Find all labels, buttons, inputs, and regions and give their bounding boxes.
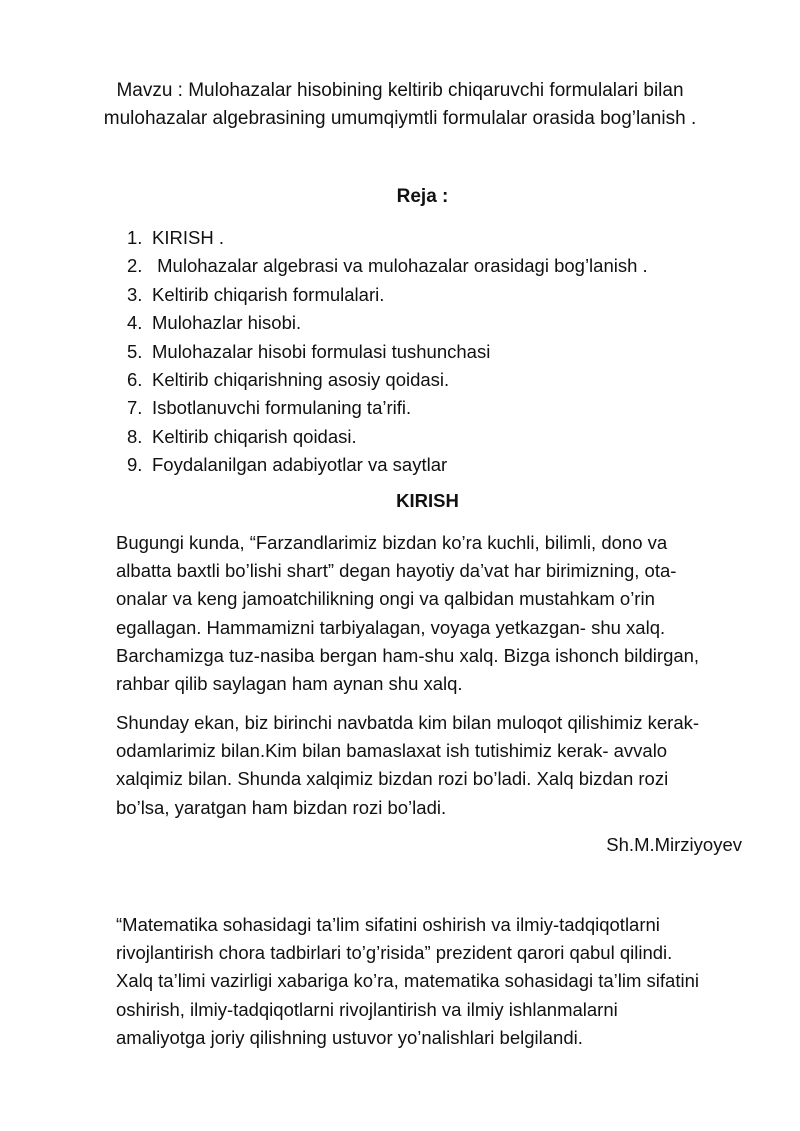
paragraph-line: rahbar qilib saylagan ham aynan shu xalq. bbox=[116, 673, 463, 695]
plan-item-text: Keltirib chiqarishning asosiy qoidasi. bbox=[152, 368, 450, 390]
paragraph-line: Barchamizga tuz-nasiba bergan ham-shu xalq. Bizga ishonch bildirgan, bbox=[116, 644, 700, 666]
intro-heading: KIRISH bbox=[396, 490, 459, 511]
paragraph-line: onalar va keng jamoatchilikning ongi va qalbidan mustahkam o’rin bbox=[116, 588, 655, 610]
title-line: mulohazalar algebrasining umumqiymtli formulalar orasida bog’lanish . bbox=[103, 108, 697, 129]
quote-signature: Sh.M.Mirziyoyev bbox=[606, 834, 742, 855]
plan-item-number: 9. bbox=[127, 454, 143, 476]
intro-paragraph-3 bbox=[116, 911, 766, 1052]
paragraph-line: albatta baxtli bo’lishi shart” degan hayotiy da’vat har birimizning, ota- bbox=[116, 560, 677, 582]
paragraph-line: bo’lsa, yaratgan ham bizdan rozi bo’ladi. bbox=[116, 796, 447, 818]
title-line: Mavzu : Mulohazalar hisobining keltirib chiqaruvchi formulalari bilan bbox=[116, 80, 684, 101]
plan-item-number: 1. bbox=[127, 227, 143, 248]
paragraph-line: oshirish, ilmiy-tadqiqotlarni rivojlantirish va ilmiy ishlanmalarni bbox=[116, 998, 618, 1020]
paragraph-line: xalqimiz bilan. Shunda xalqimiz bizdan rozi bo’ladi. Xalq bizdan rozi bbox=[116, 768, 669, 790]
plan-item-number: 4. bbox=[127, 312, 143, 334]
plan-item-text: Foydalanilgan adabiyotlar va saytlar bbox=[152, 454, 448, 476]
plan-item-text: Mulohazlar hisobi. bbox=[152, 312, 302, 334]
plan-item-number: 6. bbox=[127, 368, 143, 390]
paragraph-line: Xalq ta’limi vazirligi xabariga ko’ra, matematika sohasidagi ta’lim sifatini bbox=[116, 970, 699, 992]
plan-item-number: 7. bbox=[127, 397, 143, 419]
paragraph-line: Bugungi kunda, “Farzandlarimiz bizdan ko’ra kuchli, bilimli, dono va bbox=[116, 532, 668, 553]
plan-item-text: Keltirib chiqarish qoidasi. bbox=[152, 425, 357, 447]
intro-paragraph-1 bbox=[116, 529, 766, 698]
plan-item-number: 2. bbox=[127, 255, 143, 277]
paragraph-line: “Matematika sohasidagi ta’lim sifatini oshirish va ilmiy-tadqiqotlarni bbox=[116, 914, 660, 935]
plan-item-text: Mulohazalar hisobi formulasi tushunchasi bbox=[152, 340, 491, 362]
plan-heading: Reja : bbox=[396, 186, 449, 207]
intro-paragraph-2 bbox=[116, 709, 766, 822]
plan-item-text: Keltirib chiqarish formulalari. bbox=[152, 283, 385, 305]
plan-item-number: 3. bbox=[127, 283, 143, 305]
paragraph-line: egallagan. Hammamizni tarbiyalagan, voyaga yetkazgan- shu xalq. bbox=[116, 616, 666, 638]
paragraph-line: amaliyotga joriy qilishning ustuvor yo’nalishlari belgilandi. bbox=[116, 1026, 583, 1048]
plan-item-number: 8. bbox=[127, 425, 143, 447]
plan-item-text: Isbotlanuvchi formulaning ta’rifi. bbox=[152, 397, 412, 419]
plan-item-number: 5. bbox=[127, 340, 143, 362]
document-title bbox=[60, 77, 740, 133]
paragraph-line: odamlarimiz bilan.Kim bilan bamaslaxat ish tutishimiz kerak- avvalo bbox=[116, 740, 668, 762]
plan-item-text: Mulohazalar algebrasi va mulohazalar orasidagi bog’lanish . bbox=[152, 255, 648, 277]
paragraph-line: Shunday ekan, biz birinchi navbatda kim bilan muloqot qilishimiz kerak- bbox=[116, 712, 700, 733]
paragraph-line: rivojlantirish chora tadbirlari to’g’risida” prezident qarori qabul qilindi. bbox=[116, 942, 673, 964]
plan-item-text: KIRISH . bbox=[152, 227, 224, 248]
